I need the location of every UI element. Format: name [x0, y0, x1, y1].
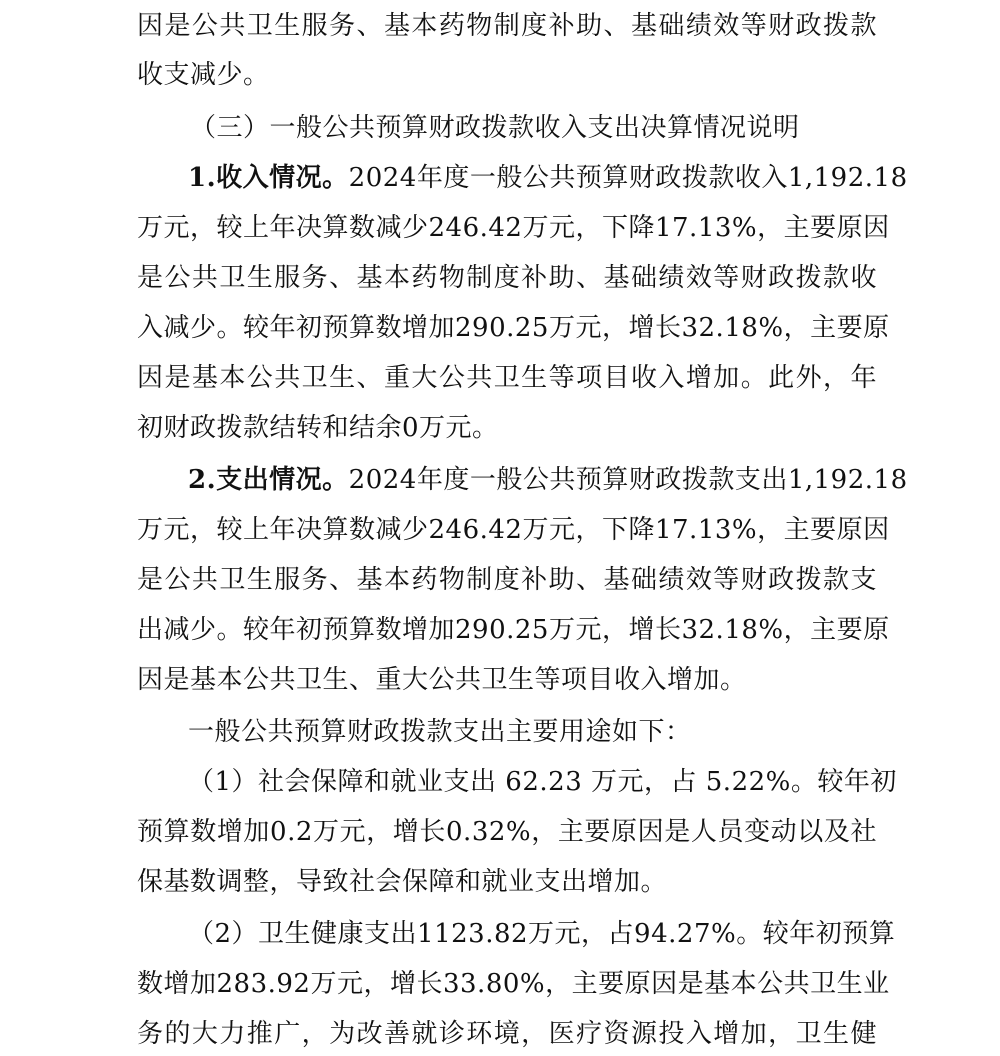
line-text: 是公共卫生服务、基本药物制度补助、基础绩效等财政拨款收 [137, 263, 877, 293]
paragraph-start [188, 460, 908, 500]
line-text: （1）社会保障和就业支出 62.23 万元，占 5.22%。较年初 [188, 767, 897, 797]
text-line [137, 812, 877, 852]
text-line [137, 55, 877, 95]
text-line [137, 408, 877, 448]
list-item-start [188, 914, 896, 954]
line-text: 初财政拨款结转和结余0万元。 [137, 413, 499, 443]
text-line [137, 510, 890, 550]
line-text: 2024年度一般公共预算财政拨款收入1,192.18 [348, 163, 908, 193]
line-text: （2）卫生健康支出1123.82万元，占94.27%。较年初预算 [188, 919, 896, 949]
text-line [137, 610, 890, 650]
line-text: 因是公共卫生服务、基本药物制度补助、基础绩效等财政拨款 [137, 11, 877, 41]
line-text: 保基数调整，导致社会保障和就业支出增加。 [137, 867, 668, 897]
line-text: 数增加283.92万元，增长33.80%，主要原因是基本公共卫生业 [137, 969, 890, 999]
text-line [137, 208, 890, 248]
text-line [137, 6, 877, 46]
line-text: 因是基本公共卫生、重大公共卫生等项目收入增加。此外，年 [137, 363, 877, 393]
line-text: 万元，较上年决算数减少246.42万元，下降17.13%，主要原因 [137, 213, 890, 243]
subheading-income: 1.收入情况。 [188, 163, 349, 193]
text-line [137, 358, 877, 398]
line-text: 出减少。较年初预算数增加290.25万元，增长32.18%，主要原 [137, 615, 890, 645]
text-line [137, 560, 877, 600]
line-text: 是公共卫生服务、基本药物制度补助、基础绩效等财政拨款支 [137, 565, 877, 595]
text-line [137, 1014, 877, 1054]
line-text: 收支减少。 [137, 60, 270, 90]
line-text: 预算数增加0.2万元，增长0.32%，主要原因是人员变动以及社 [137, 817, 877, 847]
line-text: 因是基本公共卫生、重大公共卫生等项目收入增加。 [137, 665, 747, 695]
section-heading-text: （三）一般公共预算财政拨款收入支出决算情况说明 [190, 113, 800, 143]
section-heading [190, 108, 880, 148]
list-item-start [188, 762, 897, 802]
text-line [137, 660, 877, 700]
paragraph-start [188, 712, 880, 752]
line-text: 万元，较上年决算数减少246.42万元，下降17.13%，主要原因 [137, 515, 890, 545]
text-line [137, 258, 877, 298]
text-line [137, 308, 890, 348]
line-text: 入减少。较年初预算数增加290.25万元，增长32.18%，主要原 [137, 313, 890, 343]
text-line [137, 964, 890, 1004]
subheading-expenditure: 2.支出情况。 [188, 465, 349, 495]
line-text: 一般公共预算财政拨款支出主要用途如下： [188, 717, 692, 747]
line-text: 2024年度一般公共预算财政拨款支出1,192.18 [348, 465, 908, 495]
paragraph-start [188, 158, 908, 198]
text-line [137, 862, 877, 902]
line-text: 务的大力推广，为改善就诊环境，医疗资源投入增加，卫生健 [137, 1019, 877, 1049]
